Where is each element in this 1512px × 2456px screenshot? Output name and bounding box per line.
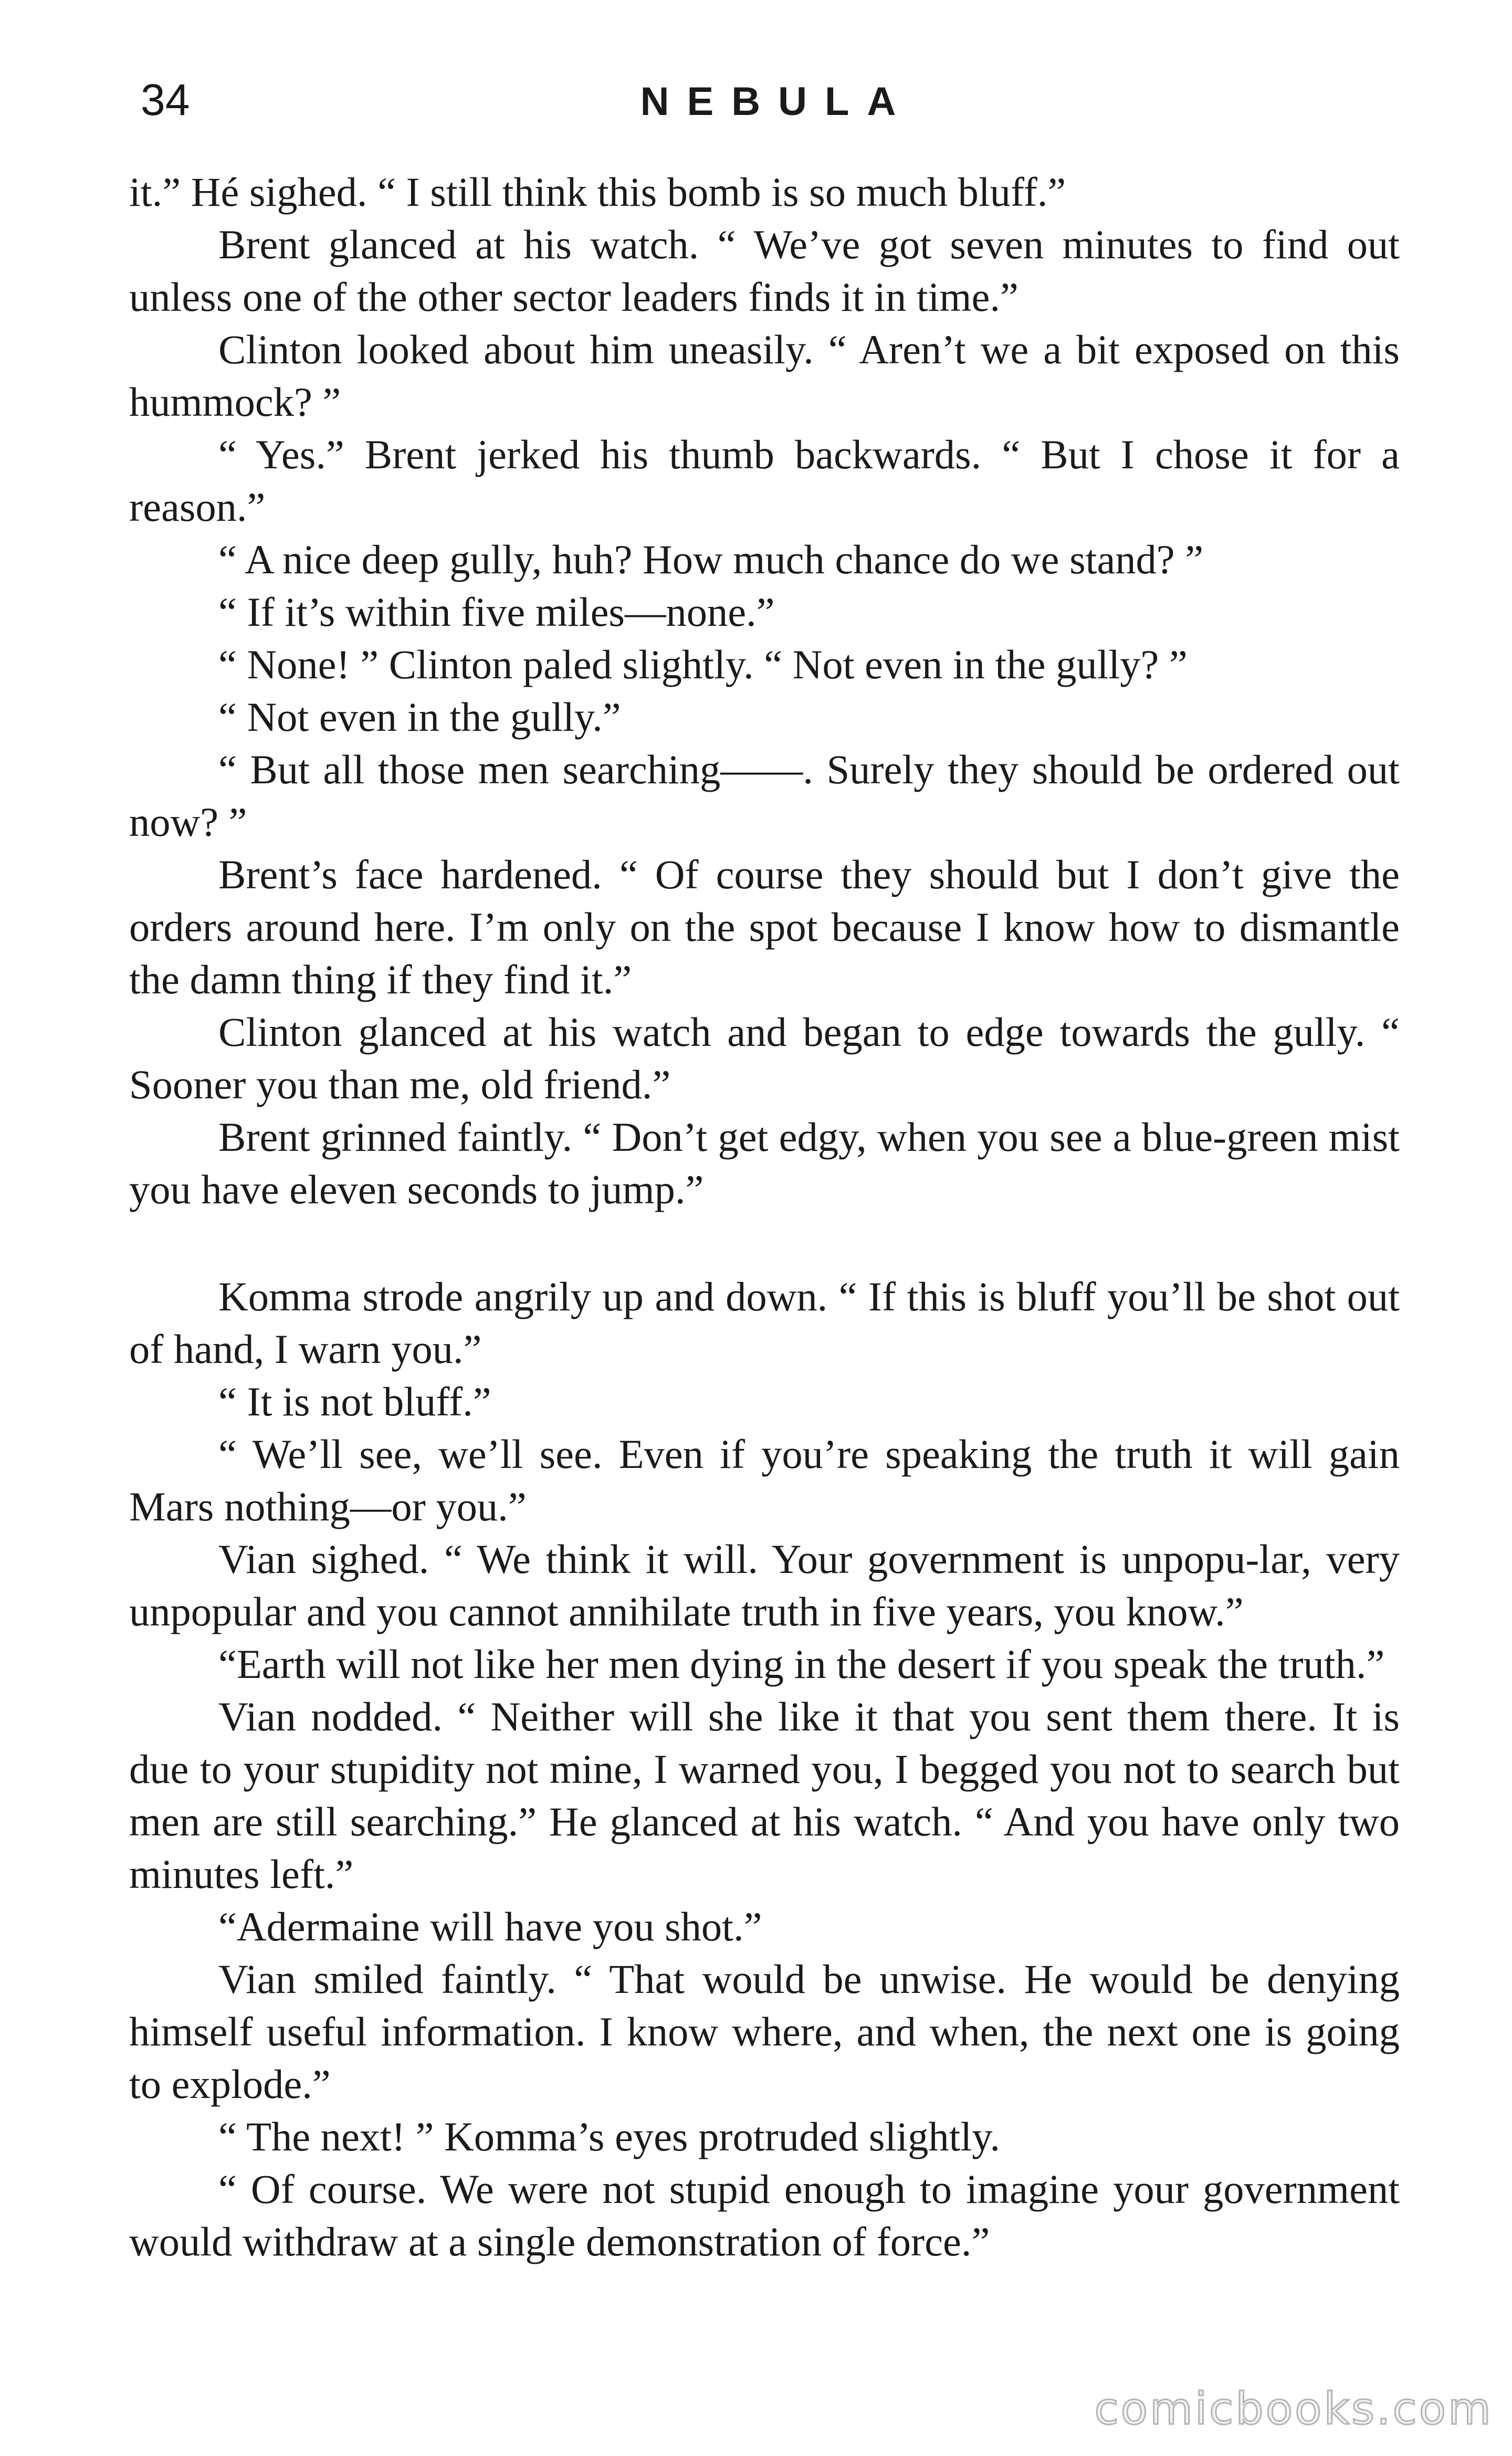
running-title: NEBULA xyxy=(640,79,914,124)
paragraph: “ The next! ” Komma’s eyes protruded slightly. xyxy=(218,2114,1000,2159)
paragraph: “ A nice deep gully, huh? How much chance do we stand? ” xyxy=(218,537,1204,582)
paragraph: “ None! ” Clinton paled slightly. “ Not even in the gully? ” xyxy=(218,642,1188,687)
page-number: 34 xyxy=(141,75,190,124)
paragraph: Komma strode angrily up and down. “ If this is bluff you’ll be shot out of hand, I warn you.” xyxy=(129,1274,1400,1372)
paragraph: Brent’s face hardened. “ Of course they should but I don’t give the orders around here. I’m only on the spot because I know how to dismantle the damn thing if they find it.” xyxy=(129,852,1400,1002)
body-text xyxy=(129,166,1400,2268)
paragraph: Clinton glanced at his watch and began to edge towards the gully. “ Sooner you than me, old friend.” xyxy=(129,1009,1400,1107)
paragraph: “ Yes.” Brent jerked his thumb backwards. “ But I chose it for a reason.” xyxy=(129,432,1400,530)
paragraph: “ Of course. We were not stupid enough to imagine your government would withdraw at a single demonstration of force.” xyxy=(129,2166,1400,2264)
paragraph: “ We’ll see, we’ll see. Even if you’re speaking the truth it will gain Mars nothing—or you.” xyxy=(129,1431,1400,1529)
paragraph: it.” Hé sighed. “ I still think this bomb is so much bluff.” xyxy=(129,169,1066,215)
paragraph: Brent grinned faintly. “ Don’t get edgy, when you see a blue-green mist you have eleven seconds to jump.” xyxy=(129,1114,1400,1212)
paragraph: Clinton looked about him uneasily. “ Aren’t we a bit exposed on this hummock? ” xyxy=(129,327,1400,425)
paragraph: “ But all those men searching——. Surely they should be ordered out now? ” xyxy=(129,747,1400,845)
paragraph: Vian nodded. “ Neither will she like it that you sent them there. It is due to your stupidity not mine, I warned you, I begged you not to search but men are still searching.” He glanced at his watch. “ And you have only two minutes left.” xyxy=(129,1694,1400,1897)
paragraph: Brent glanced at his watch. “ We’ve got seven minutes to find out unless one of the other sector leaders finds it in time.” xyxy=(129,222,1400,320)
paragraph: “ Not even in the gully.” xyxy=(218,694,621,740)
paragraph: “ If it’s within five miles—none.” xyxy=(218,589,775,635)
paragraph: “Earth will not like her men dying in the desert if you speak the truth.” xyxy=(218,1641,1385,1687)
site-watermark: comicbooks.com xyxy=(1094,2383,1493,2434)
paragraph: Vian sighed. “ We think it will. Your government is unpopu-lar, very unpopular and you cannot annihilate truth in five years, you know.” xyxy=(129,1536,1400,1634)
paragraph: “ It is not bluff.” xyxy=(218,1379,491,1424)
paragraph: “Adermaine will have you shot.” xyxy=(218,1904,762,1949)
paragraph: Vian smiled faintly. “ That would be unwise. He would be denying himself useful information. I know where, and when, the next one is going to explode.” xyxy=(129,1956,1400,2107)
